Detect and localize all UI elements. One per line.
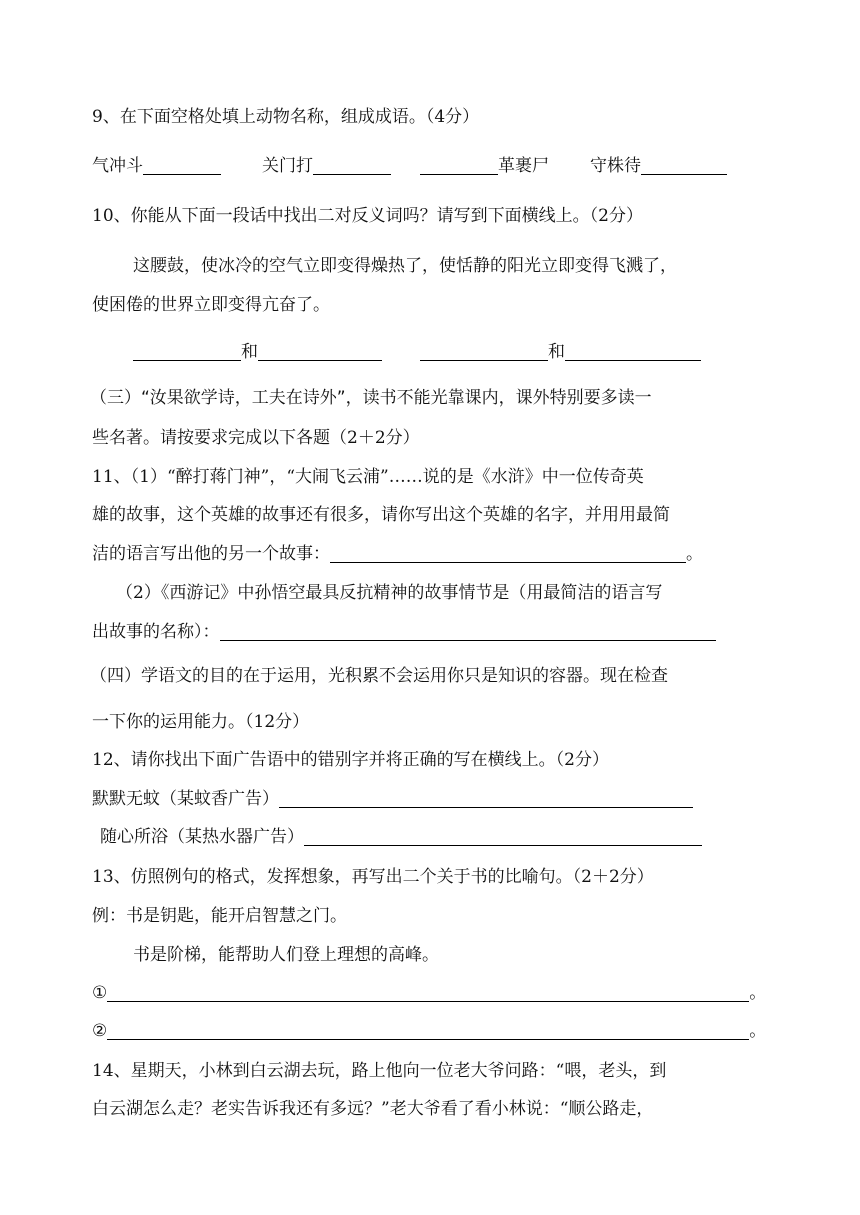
ad1-blank[interactable] bbox=[279, 789, 693, 808]
q13-answer1: ① 。 bbox=[92, 983, 767, 1003]
and-label-2: 和 bbox=[548, 342, 565, 362]
q13-example2: 书是阶梯，能帮助人们登上理想的高峰。 bbox=[133, 945, 439, 965]
q11-line1: 11、（1）“醉打蒋门神”，“大闹飞云浦”……说的是《水浒》中一位传奇英 bbox=[92, 467, 644, 487]
idiom-a: 气冲斗 bbox=[92, 151, 221, 176]
metaphor-blank-1[interactable] bbox=[107, 983, 749, 1002]
hero-story-blank[interactable] bbox=[330, 544, 686, 563]
q11-part2-line1: （2）《西游记》中孙悟空最具反抗精神的故事情节是（用最简洁的语言写 bbox=[116, 583, 663, 603]
metaphor-blank-2[interactable] bbox=[107, 1021, 749, 1040]
section3-line1: （三）“汝果欲学诗，工夫在诗外”，读书不能光靠课内，课外特别要多读一 bbox=[90, 388, 652, 408]
antonym-blank-2[interactable] bbox=[258, 342, 382, 361]
q12-ad2: 随心所浴（某热水器广告） bbox=[100, 822, 702, 847]
q14-line2: 白云湖怎么走？老实告诉我还有多远？”老大爷看了看小林说：“顺公路走， bbox=[92, 1099, 654, 1119]
blank-idiom-a[interactable] bbox=[143, 156, 221, 175]
antonym-blank-4[interactable] bbox=[565, 342, 701, 361]
antonym-blank-3[interactable] bbox=[420, 342, 548, 361]
idiom-c: 革裹尸 bbox=[420, 151, 549, 176]
q13-example1: 例：书是钥匙，能开启智慧之门。 bbox=[92, 906, 347, 926]
q10-passage-line1: 这腰鼓，使冰冷的空气立即变得燥热了，使恬静的阳光立即变得飞溅了， bbox=[133, 256, 677, 276]
ad2-blank[interactable] bbox=[304, 827, 702, 846]
q13-title: 13、仿照例句的格式，发挥想象，再写出二个关于书的比喻句。（2＋2分） bbox=[92, 867, 654, 887]
section4-line1: （四）学语文的目的在于运用，光积累不会运用你只是知识的容器。现在检查 bbox=[90, 666, 668, 686]
idiom-b: 关门打 bbox=[262, 151, 391, 176]
q14-line1: 14、星期天，小林到白云湖去玩，路上他向一位老大爷问路：“喂，老头，到 bbox=[92, 1061, 667, 1081]
xiyouji-blank[interactable] bbox=[220, 622, 716, 641]
q10-passage-line2: 使困倦的世界立即变得亢奋了。 bbox=[92, 295, 330, 315]
idiom-d: 守株待 bbox=[590, 151, 727, 176]
section3-line2: 些名著。请按要求完成以下各题（2＋2分） bbox=[92, 428, 420, 448]
q11-line2: 雄的故事，这个英雄的故事还有很多，请你写出这个英雄的名字，并用用最简 bbox=[92, 505, 670, 525]
section4-line2: 一下你的运用能力。（12分） bbox=[92, 712, 310, 732]
blank-idiom-b[interactable] bbox=[313, 156, 391, 175]
and-label-1: 和 bbox=[241, 342, 258, 362]
q10-title: 10、你能从下面一段话中找出二对反义词吗？请写到下面横线上。（2分） bbox=[92, 206, 643, 226]
antonym-blank-1[interactable] bbox=[133, 342, 241, 361]
q11-line3: 洁的语言写出他的另一个故事： 。 bbox=[92, 544, 703, 564]
q12-ad1: 默默无蚊（某蚊香广告） bbox=[92, 784, 693, 809]
q9-title: 9、在下面空格处填上动物名称，组成成语。（4分） bbox=[92, 107, 480, 127]
q13-answer2: ② 。 bbox=[92, 1021, 767, 1041]
blank-idiom-d[interactable] bbox=[641, 156, 727, 175]
q12-title: 12、请你找出下面广告语中的错别字并将正确的写在横线上。（2分） bbox=[92, 750, 609, 770]
blank-idiom-c[interactable] bbox=[420, 156, 498, 175]
q11-part2-line2: 出故事的名称）： bbox=[92, 617, 716, 642]
